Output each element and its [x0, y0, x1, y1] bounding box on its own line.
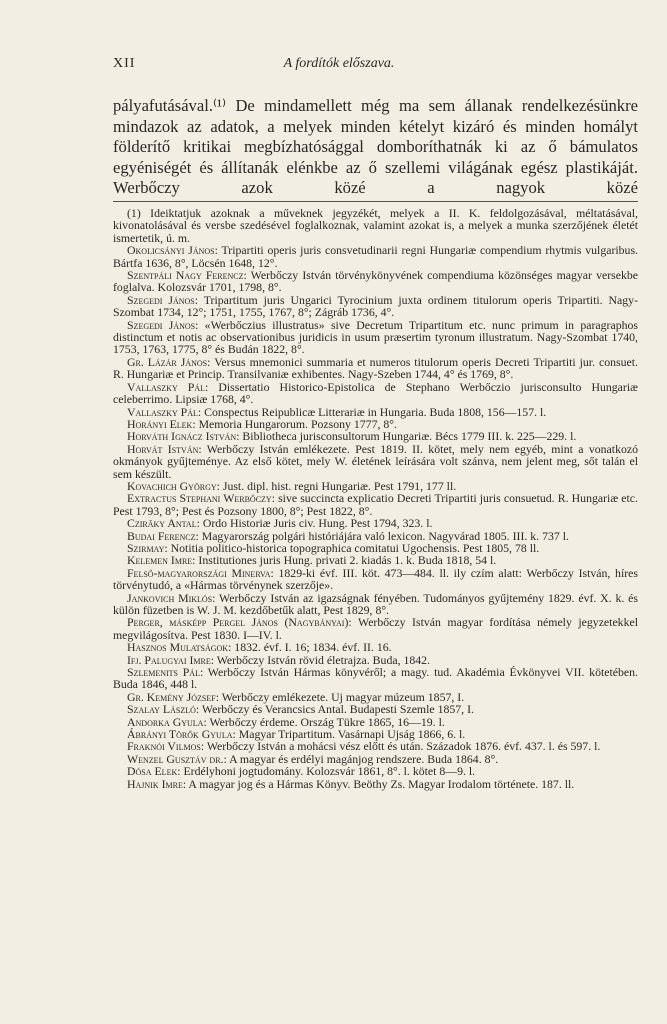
- bibliography-entry: [113, 294, 638, 319]
- running-title: A fordítók előszava.: [283, 56, 395, 71]
- entry-author: Okolicsányi János: [127, 243, 215, 258]
- entry-text: : Versus mnemonici summaria et numeros titulorum operis Decreti Tripartiti jur. consuet. R. Hungariæ et Princip. Transilvaniæ exhibentes. Nagy-Szeben 1744, 4° és 1769, 8°.: [113, 354, 639, 382]
- entry-author: Horvát István: [127, 441, 199, 456]
- entry-author: Andorka Gyula: [127, 714, 204, 729]
- entry-author: Szirmay: [127, 540, 165, 555]
- entry-text: : 1832. évf. I. 16; 1834. évf. II. 16.: [228, 640, 392, 655]
- bibliography-entry: [113, 492, 638, 517]
- entry-author: Kelemen Imre: [127, 553, 193, 568]
- entry-author: Vallaszky Pál: [127, 379, 206, 394]
- bibliography-entry: [113, 592, 638, 617]
- entry-author: Perger, másképp Pergel János (Nagybányai): [127, 615, 349, 630]
- entry-author: Felső-magyarországi Minerva: [127, 565, 271, 580]
- entry-text: : 1829-ki évf. III. köt. 473—484. ll. ily czím alatt: Werbőczy István, híres törvénytudó, a «Hármas törvénynek szerzője».: [113, 565, 638, 593]
- bibliography-list: [113, 244, 638, 790]
- footnote: [113, 207, 638, 790]
- bibliography-entry: [113, 616, 638, 641]
- entry-author: Vallaszky Pál: [127, 404, 198, 419]
- entry-author: Hajnik Imre: [127, 776, 183, 791]
- bibliography-entry: [113, 244, 638, 269]
- entry-text: : Werbőczy István Hármas könyvéről; a magy. tud. Akadémia Évkönyvei VII. kötetében. Buda 1846, 448 l.: [113, 665, 638, 692]
- entry-text: : Werbőczy István magyar fordítása némely jegyzetekkel megvilágosítva. Pest 1830. I—IV. l.: [113, 615, 638, 642]
- entry-text: : Werbőczy és Verancsics Antal. Budapesti Szemle 1857, I.: [195, 702, 474, 717]
- entry-author: Fraknói Vilmos: [127, 739, 201, 754]
- entry-author: Kovachich György: [127, 478, 217, 493]
- entry-text: : Ordo Historiæ Juris civ. Hung. Pest 1794, 323. l.: [196, 516, 433, 531]
- entry-text: : Dissertatio Historico-Epistolica de Stephano Werbőczio jurisconsulto Hungariæ celeberrimo. Lipsiæ 1768, 4°.: [113, 379, 638, 407]
- entry-author: Budai Ferencz: [127, 528, 196, 543]
- entry-text: : A magyar és erdélyi magánjog rendszere. Buda 1864. 8°.: [223, 751, 499, 766]
- entry-text: : Werbőczy István törvénykönyvének compendiuma közönséges magyar versekbe foglalva. Kolozsvár 1701, 1798, 8°.: [113, 268, 638, 295]
- entry-author: Szlemenits Pál: [127, 665, 200, 680]
- entry-text: : Conspectus Reipublicæ Litterariæ in Hungaria. Buda 1808, 156—157. l.: [197, 404, 547, 419]
- bibliography-entry: [113, 567, 638, 592]
- entry-author: Czirāky Antal: [127, 516, 197, 531]
- footnote-marker: (1): [127, 206, 141, 220]
- entry-author: Hasznos Mulatságok: [127, 640, 229, 655]
- entry-author: Ábrányi Törők Gyula: [127, 727, 233, 742]
- entry-text: : A magyar jog és a Hármas Könyv. Beöthy Zs. Magyar Irodalom története. 187. ll.: [182, 776, 575, 791]
- entry-author: Wenzel Gusztáv dr.: [127, 751, 224, 766]
- bibliography-entry: [113, 356, 638, 381]
- entry-author: Szegedi János: [127, 317, 196, 332]
- entry-text: : Memoria Hungarorum. Pozsony 1777, 8°.: [192, 416, 397, 431]
- bibliography-entry: [113, 269, 638, 294]
- entry-author: Horváth Ignácz István: [127, 429, 237, 444]
- entry-text: : Just. dipl. hist. regni Hungariæ. Pest 1791, 177 ll.: [216, 478, 457, 493]
- bibliography-entry: [113, 443, 638, 480]
- footnote-divider: [113, 201, 638, 202]
- entry-text: : Werbőczy érdeme. Ország Tükre 1865, 16—19. l.: [203, 714, 445, 729]
- entry-text: : Erdélyhoni jogtudomány. Kolozsvár 1861, 8°. l. kötet 8—9. l.: [177, 764, 476, 779]
- entry-text: : Tripartiti operis juris consvetudinarii regni Hungariæ compendium rhytmis vulgaribus. Bártfa 1636, 8°, Löcsén 1648, 12°.: [113, 243, 638, 270]
- entry-author: Ifj. Palugyai Imre: [127, 652, 211, 667]
- entry-author: Dósa Elek: [127, 764, 178, 779]
- bibliography-entry: [113, 778, 638, 790]
- entry-text: : Notitia politico-historica topographica comitatui Ugochensis. Pest 1805, 78 ll.: [164, 540, 540, 555]
- entry-text: : Werbőczy emlékezete. Uj magyar múzeum 1857, I.: [215, 689, 465, 704]
- entry-author: Horányi Elek: [127, 416, 193, 431]
- entry-text: : Werbőczy István az igazságnak fényében. Tudományos gyűjtemény 1829. évf. X. k. és külön füzetben is W. J. M. kezdőbetűk alatt, Pest 1829, 8°.: [113, 590, 638, 617]
- entry-text: : Werbőczy István emlékezete. Pest 1819. II. kötet, mely nem egyéb, mint a vonatkozó okmányok gyűjteménye. Az első kötet, mely W. életének leírására volt szánva, nem jelent meg, sőt talán el sem készült.: [113, 441, 638, 481]
- body-paragraph: pályafutásával.⁽¹⁾ De mindamellett még ma sem állanak rendelkezésünkre mindazok az adatok, a melyek minden kételyt kizáró és minden homályt földerítő kritikai megbízhatósággal domboríthatnák ki az ő bámulatos egyéniségét és állítanák elénkbe az ő szellemi világának egész plastikáját. Werbőczy azok közé a nagyok közé: [113, 96, 638, 198]
- entry-author: Szentpáli Nagy Ferencz: [127, 268, 244, 283]
- entry-text: : «Werbőczius illustratus» sive Decretum Tripartitum etc. nunc primum in paragraphos distinctum et notis ac observationibus juridicis in usum præsertim tyronum illustratum. Nagy-Szombat 1740, 1753, 1763, 1775, 8° és Budán 1822, 8°.: [113, 317, 639, 357]
- entry-text: : Werbőczy István rövid életrajza. Buda, 1842.: [210, 652, 431, 667]
- entry-author: Jankovich Miklós: [127, 590, 213, 605]
- bibliography-entry: [113, 381, 638, 406]
- bibliography-entry: [113, 319, 638, 356]
- footnote-intro: [113, 207, 638, 244]
- entry-text: : Werbőczy István a mohácsi vész előtt és után. Századok 1876. évf. 437. l. és 597. l.: [200, 739, 601, 754]
- entry-text: : Tripartitum juris Ungarici Tyrocinium juxta ordinem titulorum operis Tripartiti. Nagy-Szombat 1734, 12°; 1751, 1755, 1767, 8°; Zágráb 1736, 4°.: [113, 292, 638, 320]
- entry-author: Szegedi János: [127, 292, 195, 307]
- entry-text: : Institutiones juris Hung. privati 2. kiadás 1. k. Buda 1818, 54 l.: [192, 553, 497, 568]
- page-number: XII: [113, 56, 136, 71]
- entry-author: Szalay László: [127, 702, 196, 717]
- entry-author: Gr. Lázár János: [127, 354, 208, 369]
- footnote-intro-text: Ideiktatjuk azoknak a műveknek jegyzékét, melyek a II. K. feldolgozásával, méltatásával, kivonatolásával és versbe szedésével foglalkoznak, valamint azokat is, a melyek a munka szerzőjének életét ismertetik, ú. m.: [113, 206, 639, 245]
- entry-text: : sive succincta explicatio Decreti Tripartiti juris consuetud. R. Hungariæ etc. Pest 1793, 8°; Pest és Pozsony 1800, 8°; Pest 1822, 8°.: [113, 491, 638, 518]
- entry-text: : Bibliotheca jurisconsultorum Hungariæ. Bécs 1779 III. k. 225—229. l.: [236, 429, 577, 444]
- entry-text: : Magyar Tripartitum. Vasárnapi Ujság 1866, 6. l.: [232, 727, 466, 742]
- entry-author: Gr. Kemény József: [127, 689, 216, 704]
- entry-author: Extractus Stephani Werbőczy: [127, 491, 272, 506]
- bibliography-entry: [113, 666, 638, 691]
- entry-text: : Magyarország polgári históriájára való lexicon. Nagyvárad 1805. III. k. 737 l.: [195, 528, 569, 543]
- page-header: [113, 56, 565, 76]
